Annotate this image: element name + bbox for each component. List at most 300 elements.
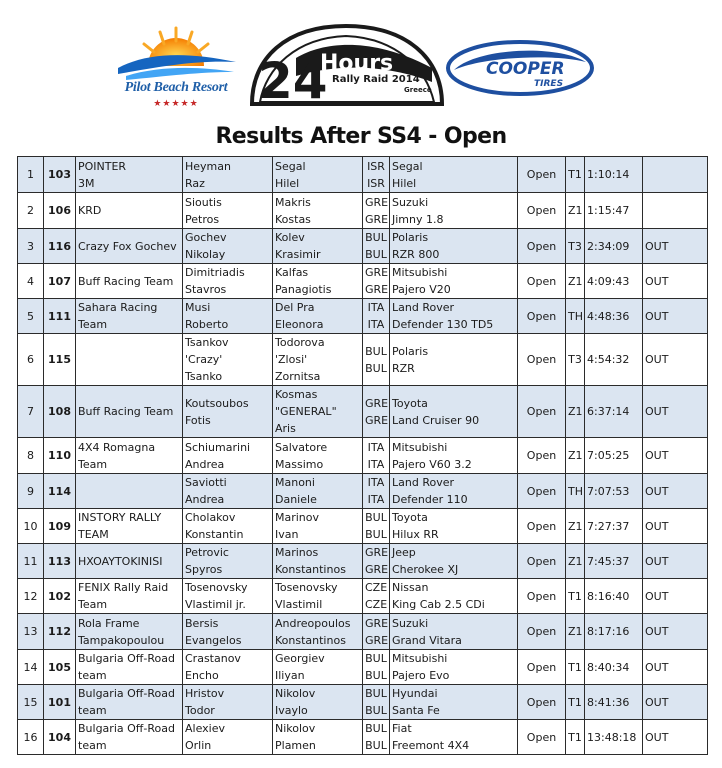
vehicle-cell-line: Land Rover bbox=[392, 301, 454, 314]
driver-cell-line: Musi bbox=[185, 301, 211, 314]
vehicle-cell bbox=[390, 438, 518, 474]
nationality-cell bbox=[363, 193, 390, 229]
nationality-cell-line: GRE bbox=[365, 195, 389, 209]
team-cell bbox=[76, 264, 183, 299]
car-number-cell: 111 bbox=[44, 299, 76, 334]
vehicle-cell-line: Segal bbox=[392, 159, 423, 173]
table-row bbox=[18, 264, 708, 299]
nationality-cell-line: BUL bbox=[365, 511, 387, 524]
team-cell-line: Team bbox=[78, 318, 108, 331]
codriver-cell-line: Kostas bbox=[275, 212, 311, 226]
codriver-cell-line: Segal bbox=[275, 159, 306, 173]
vehicle-cell-line: Suzuki bbox=[392, 195, 429, 209]
group-cell: T1 bbox=[566, 157, 585, 193]
driver-cell-line: Roberto bbox=[185, 318, 229, 331]
table-row bbox=[18, 685, 708, 720]
group-cell: T3 bbox=[566, 229, 585, 264]
group-cell: T1 bbox=[566, 685, 585, 720]
group-cell: Z1 bbox=[566, 264, 585, 299]
position-cell: 5 bbox=[18, 299, 44, 334]
driver-cell-line: Heyman bbox=[185, 159, 231, 173]
team-cell bbox=[76, 720, 183, 755]
nationality-cell-line: BUL bbox=[365, 231, 387, 244]
vehicle-cell-line: Land Rover bbox=[392, 476, 454, 489]
group-cell: Z1 bbox=[566, 193, 585, 229]
team-cell bbox=[76, 685, 183, 720]
class-cell: Open bbox=[518, 720, 566, 755]
group-cell: Z1 bbox=[566, 438, 585, 474]
nationality-cell-line: CZE bbox=[365, 598, 388, 611]
codriver-cell-line: Makris bbox=[275, 195, 311, 209]
team-cell bbox=[76, 579, 183, 614]
codriver-cell-line: Vlastimil bbox=[275, 598, 323, 611]
class-cell: Open bbox=[518, 299, 566, 334]
nationality-cell bbox=[363, 544, 390, 579]
codriver-cell-line: Zornitsa bbox=[275, 370, 321, 383]
codriver-cell-line: Massimo bbox=[275, 457, 324, 471]
nationality-cell bbox=[363, 438, 390, 474]
vehicle-cell-line: Defender 110 bbox=[392, 493, 468, 506]
codriver-cell bbox=[273, 264, 363, 299]
status-cell: OUT bbox=[643, 474, 708, 509]
status-cell: OUT bbox=[643, 579, 708, 614]
status-cell: OUT bbox=[643, 685, 708, 720]
table-row bbox=[18, 229, 708, 264]
status-cell: OUT bbox=[643, 509, 708, 544]
driver-cell-line: Orlin bbox=[185, 739, 212, 752]
status-cell: OUT bbox=[643, 544, 708, 579]
car-number-cell: 114 bbox=[44, 474, 76, 509]
group-cell: T1 bbox=[566, 579, 585, 614]
vehicle-cell bbox=[390, 386, 518, 438]
team-cell bbox=[76, 386, 183, 438]
car-number-cell: 101 bbox=[44, 685, 76, 720]
driver-cell-line: Spyros bbox=[185, 563, 223, 576]
driver-cell bbox=[183, 334, 273, 386]
team-cell-line: Tampakopoulou bbox=[78, 633, 165, 647]
team-cell-line: Team bbox=[78, 457, 108, 471]
vehicle-cell bbox=[390, 157, 518, 193]
vehicle-cell-line: Freemont 4X4 bbox=[392, 739, 470, 752]
codriver-cell bbox=[273, 474, 363, 509]
nationality-cell-line: BUL bbox=[365, 248, 387, 261]
nationality-cell bbox=[363, 264, 390, 299]
status-cell bbox=[643, 157, 708, 193]
position-cell: 6 bbox=[18, 334, 44, 386]
codriver-cell bbox=[273, 720, 363, 755]
team-cell-line: INSTORY RALLY bbox=[78, 511, 162, 524]
time-cell: 8:16:40 bbox=[585, 579, 643, 614]
driver-cell bbox=[183, 386, 273, 438]
driver-cell-line: Saviotti bbox=[185, 476, 227, 489]
codriver-cell-line: Kalfas bbox=[275, 266, 309, 279]
codriver-cell-line: Kolev bbox=[275, 231, 305, 244]
status-cell: OUT bbox=[643, 438, 708, 474]
vehicle-cell-line: Fiat bbox=[392, 722, 412, 735]
car-number-cell: 109 bbox=[44, 509, 76, 544]
driver-cell-line: Koutsoubos bbox=[185, 396, 249, 410]
nationality-cell bbox=[363, 229, 390, 264]
vehicle-cell-line: Jimny 1.8 bbox=[392, 212, 444, 226]
time-cell: 7:05:25 bbox=[585, 438, 643, 474]
nationality-cell bbox=[363, 685, 390, 720]
vehicle-cell-line: Nissan bbox=[392, 581, 429, 594]
driver-cell-line: Cholakov bbox=[185, 511, 236, 524]
nationality-cell bbox=[363, 614, 390, 650]
nationality-cell-line: BUL bbox=[365, 722, 387, 735]
nationality-cell-line: BUL bbox=[365, 528, 387, 541]
team-cell-line: 4X4 Romagna bbox=[78, 440, 156, 454]
table-row bbox=[18, 509, 708, 544]
team-cell-line: POINTER bbox=[78, 159, 127, 173]
vehicle-cell-line: Polaris bbox=[392, 231, 429, 244]
vehicle-cell-line: Hyundai bbox=[392, 687, 438, 700]
team-cell bbox=[76, 509, 183, 544]
nationality-cell-line: GRE bbox=[365, 283, 389, 296]
team-cell-line: Bulgaria Off-Road bbox=[78, 687, 175, 700]
class-cell: Open bbox=[518, 157, 566, 193]
vehicle-cell-line: Pajero V60 3.2 bbox=[392, 457, 472, 471]
time-cell: 2:34:09 bbox=[585, 229, 643, 264]
time-cell: 8:41:36 bbox=[585, 685, 643, 720]
header-logos bbox=[0, 0, 722, 118]
class-cell: Open bbox=[518, 579, 566, 614]
team-cell-line: team bbox=[78, 739, 107, 752]
codriver-cell bbox=[273, 157, 363, 193]
table-row bbox=[18, 299, 708, 334]
class-cell: Open bbox=[518, 474, 566, 509]
nationality-cell-line: CZE bbox=[365, 581, 388, 594]
position-cell: 3 bbox=[18, 229, 44, 264]
team-cell bbox=[76, 157, 183, 193]
codriver-cell-line: Konstantinos bbox=[275, 563, 346, 576]
time-cell: 1:15:47 bbox=[585, 193, 643, 229]
codriver-cell-line: Nikolov bbox=[275, 722, 316, 735]
vehicle-cell-line: Hilel bbox=[392, 176, 417, 190]
codriver-cell bbox=[273, 685, 363, 720]
position-cell: 14 bbox=[18, 650, 44, 685]
table-row bbox=[18, 650, 708, 685]
driver-cell-line: Nikolay bbox=[185, 248, 226, 261]
team-cell bbox=[76, 334, 183, 386]
time-cell: 7:27:37 bbox=[585, 509, 643, 544]
driver-cell-line: Todor bbox=[185, 704, 215, 717]
vehicle-cell bbox=[390, 299, 518, 334]
team-cell-line: 3M bbox=[78, 176, 95, 190]
codriver-cell bbox=[273, 193, 363, 229]
codriver-cell bbox=[273, 650, 363, 685]
codriver-cell-line: Del Pra bbox=[275, 301, 315, 314]
codriver-cell bbox=[273, 509, 363, 544]
nationality-cell-line: GRE bbox=[365, 212, 389, 226]
vehicle-cell bbox=[390, 229, 518, 264]
group-cell: Z1 bbox=[566, 509, 585, 544]
time-cell: 8:40:34 bbox=[585, 650, 643, 685]
time-cell: 7:07:53 bbox=[585, 474, 643, 509]
car-number-cell: 110 bbox=[44, 438, 76, 474]
vehicle-cell-line: King Cab 2.5 CDi bbox=[392, 598, 485, 611]
driver-cell-line: Tsanko bbox=[185, 370, 223, 383]
vehicle-cell bbox=[390, 474, 518, 509]
time-cell: 13:48:18 bbox=[585, 720, 643, 755]
team-cell bbox=[76, 650, 183, 685]
car-number-cell: 115 bbox=[44, 334, 76, 386]
team-cell bbox=[76, 299, 183, 334]
vehicle-cell bbox=[390, 193, 518, 229]
codriver-cell-line: Andreopoulos bbox=[275, 616, 351, 630]
status-cell: OUT bbox=[643, 720, 708, 755]
nationality-cell-line: ITA bbox=[367, 301, 385, 314]
class-cell: Open bbox=[518, 229, 566, 264]
driver-cell bbox=[183, 438, 273, 474]
driver-cell-line: Sioutis bbox=[185, 195, 222, 209]
table-row bbox=[18, 157, 708, 193]
team-cell-line: Buff Racing Team bbox=[78, 274, 174, 288]
position-cell: 8 bbox=[18, 438, 44, 474]
codriver-cell bbox=[273, 229, 363, 264]
results-table bbox=[17, 156, 708, 755]
nationality-cell-line: GRE bbox=[365, 413, 389, 427]
nationality-cell-line: BUL bbox=[365, 687, 387, 700]
status-cell: OUT bbox=[643, 334, 708, 386]
team-cell-line: Sahara Racing bbox=[78, 301, 158, 314]
logo-24-big: 24 bbox=[258, 52, 328, 110]
position-cell: 12 bbox=[18, 579, 44, 614]
vehicle-cell-line: Toyota bbox=[392, 396, 428, 410]
nationality-cell-line: BUL bbox=[365, 669, 387, 682]
vehicle-cell-line: Santa Fe bbox=[392, 704, 440, 717]
codriver-cell-line: Konstantinos bbox=[275, 633, 346, 647]
table-row bbox=[18, 334, 708, 386]
driver-cell-line: Hristov bbox=[185, 687, 225, 700]
codriver-cell-line: 'Zlosi' bbox=[275, 353, 308, 366]
status-cell: OUT bbox=[643, 264, 708, 299]
codriver-cell-line: Daniele bbox=[275, 493, 317, 506]
nationality-cell-line: ITA bbox=[367, 457, 385, 471]
class-cell: Open bbox=[518, 438, 566, 474]
vehicle-cell-line: Mitsubishi bbox=[392, 440, 448, 454]
results-table-body bbox=[18, 157, 708, 755]
logo-24-country: Greece bbox=[404, 86, 432, 94]
driver-cell-line: Tosenovsky bbox=[185, 581, 248, 594]
codriver-cell-line: Manoni bbox=[275, 476, 315, 489]
driver-cell bbox=[183, 614, 273, 650]
team-cell bbox=[76, 544, 183, 579]
group-cell: Z1 bbox=[566, 386, 585, 438]
driver-cell bbox=[183, 650, 273, 685]
team-cell-line: Rola Frame bbox=[78, 616, 140, 630]
codriver-cell-line: Iliyan bbox=[275, 669, 305, 682]
team-cell-line: team bbox=[78, 669, 107, 682]
table-row bbox=[18, 720, 708, 755]
nationality-cell-line: BUL bbox=[365, 361, 387, 375]
codriver-cell-line: Todorova bbox=[275, 336, 325, 349]
time-cell: 8:17:16 bbox=[585, 614, 643, 650]
vehicle-cell-line: Suzuki bbox=[392, 616, 429, 630]
codriver-cell-line: Marinos bbox=[275, 546, 319, 559]
nationality-cell-line: ISR bbox=[367, 176, 385, 190]
car-number-cell: 106 bbox=[44, 193, 76, 229]
codriver-cell-line: Plamen bbox=[275, 739, 316, 752]
status-cell bbox=[643, 193, 708, 229]
nationality-cell-line: GRE bbox=[365, 266, 389, 279]
table-row bbox=[18, 438, 708, 474]
driver-cell-line: Dimitriadis bbox=[185, 266, 245, 279]
driver-cell-line: Crastanov bbox=[185, 652, 241, 665]
driver-cell-line: Raz bbox=[185, 176, 205, 190]
class-cell: Open bbox=[518, 334, 566, 386]
car-number-cell: 107 bbox=[44, 264, 76, 299]
cooper-logo-line1: COOPER bbox=[486, 59, 565, 79]
codriver-cell-line: Georgiev bbox=[275, 652, 325, 665]
driver-cell-line: Bersis bbox=[185, 616, 219, 630]
vehicle-cell-line: Defender 130 TD5 bbox=[392, 318, 494, 331]
driver-cell bbox=[183, 157, 273, 193]
codriver-cell-line: Ivan bbox=[275, 528, 299, 541]
position-cell: 1 bbox=[18, 157, 44, 193]
vehicle-cell-line: Polaris bbox=[392, 344, 429, 358]
class-cell: Open bbox=[518, 685, 566, 720]
driver-cell-line: Schiumarini bbox=[185, 440, 251, 454]
nationality-cell-line: GRE bbox=[365, 633, 389, 647]
codriver-cell-line: Krasimir bbox=[275, 248, 321, 261]
vehicle-cell-line: Grand Vitara bbox=[392, 633, 462, 647]
group-cell: T1 bbox=[566, 650, 585, 685]
nationality-cell bbox=[363, 650, 390, 685]
team-cell-line: Team bbox=[78, 598, 108, 611]
driver-cell-line: Petros bbox=[185, 212, 220, 226]
table-row bbox=[18, 193, 708, 229]
nationality-cell bbox=[363, 334, 390, 386]
car-number-cell: 102 bbox=[44, 579, 76, 614]
driver-cell bbox=[183, 509, 273, 544]
codriver-cell-line: Marinov bbox=[275, 511, 320, 524]
nationality-cell bbox=[363, 720, 390, 755]
table-row bbox=[18, 579, 708, 614]
driver-cell-line: Andrea bbox=[185, 493, 225, 506]
driver-cell-line: 'Crazy' bbox=[185, 353, 223, 366]
driver-cell bbox=[183, 299, 273, 334]
nationality-cell-line: GRE bbox=[365, 546, 389, 559]
nationality-cell bbox=[363, 157, 390, 193]
vehicle-cell bbox=[390, 614, 518, 650]
nationality-cell-line: BUL bbox=[365, 739, 387, 752]
codriver-cell-line: Aris bbox=[275, 422, 296, 435]
car-number-cell: 112 bbox=[44, 614, 76, 650]
codriver-cell-line: Eleonora bbox=[275, 318, 324, 331]
codriver-cell bbox=[273, 334, 363, 386]
vehicle-cell-line: Pajero Evo bbox=[392, 669, 450, 682]
class-cell: Open bbox=[518, 509, 566, 544]
car-number-cell: 103 bbox=[44, 157, 76, 193]
codriver-cell bbox=[273, 544, 363, 579]
table-row bbox=[18, 614, 708, 650]
position-cell: 2 bbox=[18, 193, 44, 229]
group-cell: Z1 bbox=[566, 544, 585, 579]
team-cell-line: TEAM bbox=[78, 528, 109, 541]
nationality-cell-line: BUL bbox=[365, 344, 387, 358]
car-number-cell: 104 bbox=[44, 720, 76, 755]
codriver-cell-line: Panagiotis bbox=[275, 283, 332, 296]
group-cell: Z1 bbox=[566, 614, 585, 650]
team-cell-line: KRD bbox=[78, 204, 102, 217]
vehicle-cell bbox=[390, 509, 518, 544]
table-row bbox=[18, 544, 708, 579]
nationality-cell bbox=[363, 579, 390, 614]
class-cell: Open bbox=[518, 650, 566, 685]
codriver-cell bbox=[273, 438, 363, 474]
driver-cell bbox=[183, 193, 273, 229]
vehicle-cell-line: Pajero V20 bbox=[392, 283, 451, 296]
vehicle-cell-line: Toyota bbox=[392, 511, 428, 524]
logo-24-sub: Rally Raid 2014 bbox=[332, 74, 420, 85]
time-cell: 4:48:36 bbox=[585, 299, 643, 334]
driver-cell-line: Tsankov bbox=[185, 336, 229, 349]
status-cell: OUT bbox=[643, 299, 708, 334]
nationality-cell-line: BUL bbox=[365, 704, 387, 717]
group-cell: TH bbox=[566, 299, 585, 334]
car-number-cell: 116 bbox=[44, 229, 76, 264]
codriver-cell bbox=[273, 386, 363, 438]
team-cell-line: Bulgaria Off-Road bbox=[78, 652, 175, 665]
status-cell: OUT bbox=[643, 386, 708, 438]
nationality-cell-line: ISR bbox=[367, 159, 385, 173]
team-cell-line: team bbox=[78, 704, 107, 717]
driver-cell-line: Encho bbox=[185, 669, 219, 682]
vehicle-cell-line: Jeep bbox=[392, 546, 416, 559]
class-cell: Open bbox=[518, 264, 566, 299]
vehicle-cell-line: Mitsubishi bbox=[392, 652, 448, 665]
time-cell: 1:10:14 bbox=[585, 157, 643, 193]
nationality-cell-line: GRE bbox=[365, 396, 389, 410]
nationality-cell-line: GRE bbox=[365, 616, 389, 630]
team-cell bbox=[76, 614, 183, 650]
team-cell-line: FENIX Rally Raid bbox=[78, 581, 169, 594]
team-cell bbox=[76, 438, 183, 474]
driver-cell bbox=[183, 720, 273, 755]
pilot-logo-stars: ★★★★★ bbox=[153, 98, 199, 108]
driver-cell-line: Fotis bbox=[185, 413, 211, 427]
driver-cell-line: Evangelos bbox=[185, 633, 242, 647]
team-cell-line: Bulgaria Off-Road bbox=[78, 722, 175, 735]
class-cell: Open bbox=[518, 544, 566, 579]
vehicle-cell-line: Cherokee XJ bbox=[392, 563, 459, 576]
car-number-cell: 108 bbox=[44, 386, 76, 438]
24-hours-rally-raid-logo bbox=[246, 18, 448, 114]
codriver-cell bbox=[273, 299, 363, 334]
driver-cell-line: Stavros bbox=[185, 283, 227, 296]
class-cell: Open bbox=[518, 386, 566, 438]
vehicle-cell bbox=[390, 264, 518, 299]
vehicle-cell-line: Land Cruiser 90 bbox=[392, 413, 480, 427]
vehicle-cell bbox=[390, 334, 518, 386]
nationality-cell-line: ITA bbox=[367, 318, 385, 331]
driver-cell bbox=[183, 579, 273, 614]
nationality-cell bbox=[363, 509, 390, 544]
class-cell: Open bbox=[518, 614, 566, 650]
nationality-cell-line: ITA bbox=[367, 476, 385, 489]
driver-cell bbox=[183, 685, 273, 720]
vehicle-cell bbox=[390, 544, 518, 579]
class-cell: Open bbox=[518, 193, 566, 229]
driver-cell bbox=[183, 544, 273, 579]
position-cell: 9 bbox=[18, 474, 44, 509]
codriver-cell-line: Ivaylo bbox=[275, 704, 308, 717]
codriver-cell bbox=[273, 579, 363, 614]
position-cell: 7 bbox=[18, 386, 44, 438]
team-cell bbox=[76, 474, 183, 509]
status-cell: OUT bbox=[643, 650, 708, 685]
